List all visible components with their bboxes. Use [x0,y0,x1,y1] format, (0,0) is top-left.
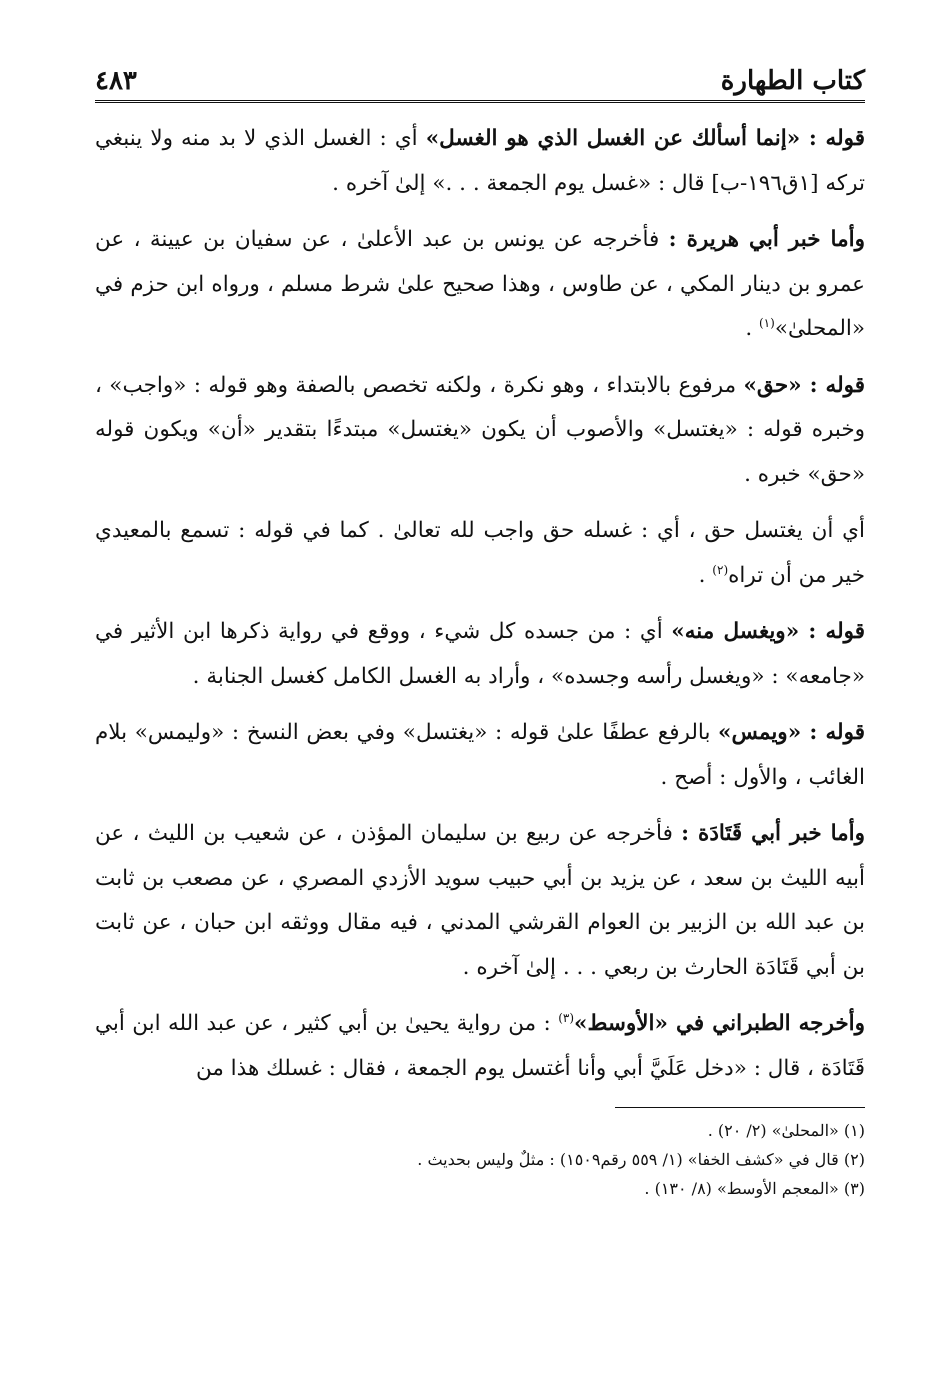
paragraph-text: بالرفع عطفًا علىٰ قوله : «يغتسل» وفي بعض النسخ : «وليمس» بلام الغائب ، والأول : أصح . [95,720,865,790]
paragraph [95,812,865,990]
paragraph-lead: وأما خبر أبي هريرة : [668,227,865,252]
paragraph [95,117,865,206]
paragraph [95,364,865,498]
footnote: (١) «المحلىٰ» (٢/ ٢٠) . [707,1121,865,1140]
paragraph-text: أي : من جسده كل شيء ، ووقع في رواية ذكرها ابن الأثير في «جامعه» : «ويغسل رأسه وجسده» ، وأراد به الغسل الكامل كغسل الجنابة . [95,619,865,689]
paragraph [95,1002,865,1091]
footnote-ref: (٢) [712,562,729,577]
footnote: (٣) «المعجم الأوسط» (٨/ ١٣٠) . [644,1179,865,1198]
footnote: (٢) قال في «كشف الخفا» (١/ ٥٥٩ رقم١٥٠٩) : مثلٌ وليس بحديث . [417,1150,865,1169]
paragraph [95,711,865,800]
paragraph-tail: . [745,316,759,341]
paragraph-lead: قوله : «إنما أسألك عن الغسل الذي هو الغسل» [425,126,866,151]
paragraph-lead: وأما خبر أبي قَتَادَة : [681,821,865,846]
paragraph-lead: قوله : «ويغسل منه» [671,619,866,644]
page-number: ٤٨٣ [95,66,137,96]
paragraph-text: أي : الغسل الذي لا بد منه ولا ينبغي تركه [١ق١٩٦-ب] قال : «غسل يوم الجمعة . . .» إلىٰ آخره . [95,126,865,196]
paragraph [95,509,865,598]
running-title: كتاب الطهارة [720,66,865,96]
footnote-rule [615,1107,865,1108]
page [95,50,865,1203]
page-header [95,50,865,96]
paragraph-tail: . [698,562,713,588]
header-rule [95,100,865,103]
paragraph-lead: وأخرجه الطبراني في «الأوسط» [574,1011,865,1036]
paragraph-text: مرفوع بالابتداء ، وهو نكرة ، ولكنه تخصص بالصفة وهو قوله : «واجب» ، وخبره قوله : «يغتسل» والأصوب أن يكون «يغتسل» مبتدءًا بتقدير «أن» ويكون قوله «حق» خبره . [95,372,865,487]
paragraph-text: : من رواية يحيىٰ بن أبي كثير ، عن عبد الله ابن أبي قَتَادَة ، قال : «دخل عَلَيَّ أبي وأنا أغتسل يوم الجمعة ، فقال : غسلك هذا من [95,1011,865,1081]
paragraph-text: أي أن يغتسل حق ، أي : غسله حق واجب لله تعالىٰ . كما في قوله : تسمع بالمعيدي خير من أن تراه [95,518,865,588]
body-text [95,117,865,1091]
paragraph-lead: قوله : «حق» [743,372,866,398]
paragraph-text: فأخرجه عن يونس بن عبد الأعلىٰ ، عن سفيان بن عيينة ، عن عمرو بن دينار المكي ، عن طاوس ، وهذا صحيح علىٰ شرط مسلم ، ورواه ابن حزم في «المحلىٰ» [95,227,865,341]
paragraph [95,610,865,699]
paragraph [95,218,865,352]
paragraph-lead: قوله : «ويمس» [718,720,865,745]
footnotes [95,1116,865,1203]
footnote-ref: (٣) [558,1010,575,1025]
footnote-ref: (١) [758,315,775,330]
paragraph-text: فأخرجه عن ربيع بن سليمان المؤذن ، عن شعيب بن الليث ، عن أبيه الليث بن سعد ، عن يزيد بن أبي حبيب سويد الأزدي المصري ، عن مصعب بن ثابت بن عبد الله بن الزبير بن العوام القرشي المدني ، فيه مقال ووثقه ابن حبان ، عن ثابت بن أبي قَتَادَة الحارث بن ربعي . . . إلىٰ آخره . [95,821,865,980]
